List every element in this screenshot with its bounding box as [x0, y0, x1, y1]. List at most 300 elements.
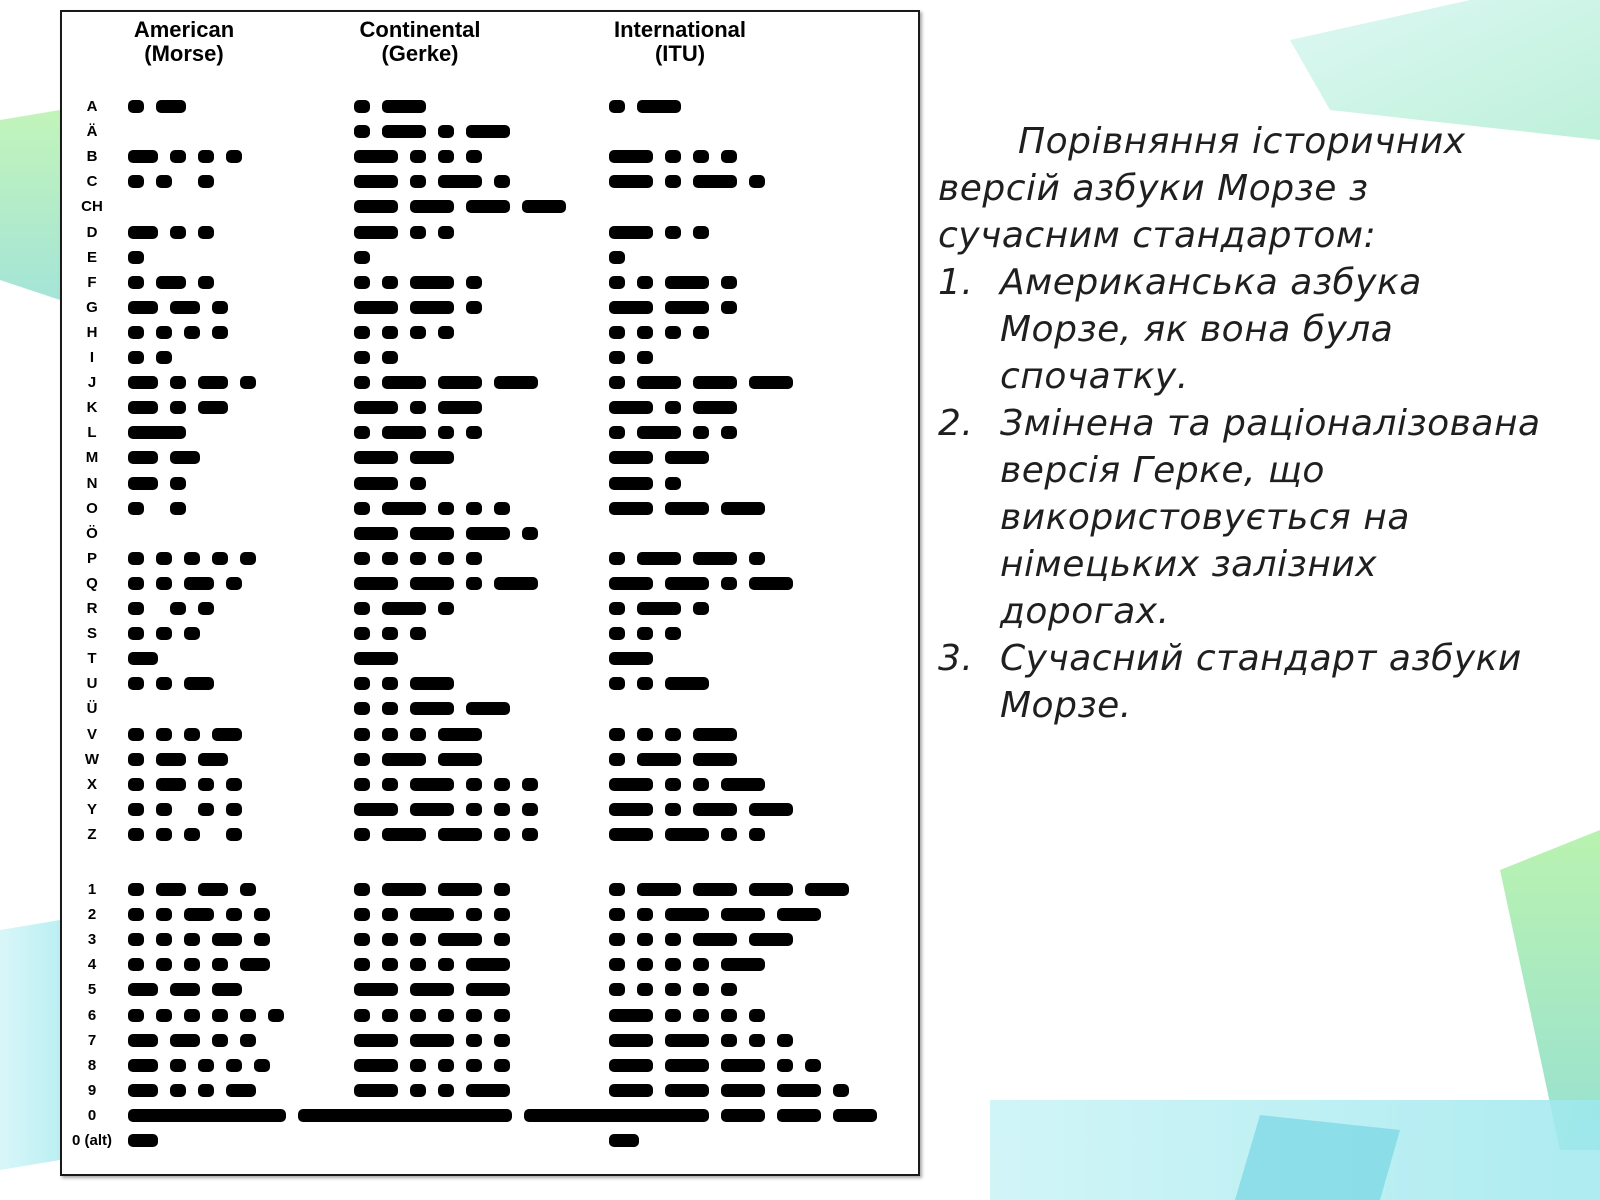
- dot-mark: [721, 426, 737, 439]
- column-header: [570, 18, 790, 66]
- dash-mark: [637, 100, 681, 113]
- dot-mark: [609, 677, 625, 690]
- deco-shape-left-bottom: [0, 920, 60, 1170]
- dash-mark: [609, 1084, 653, 1097]
- dash-mark: [410, 577, 454, 590]
- dot-mark: [665, 226, 681, 239]
- dot-mark: [410, 1009, 426, 1022]
- dot-mark: [410, 477, 426, 490]
- dot-mark: [254, 908, 270, 921]
- row-label: Y: [86, 800, 97, 818]
- dash-mark: [466, 958, 510, 971]
- dash-mark: [693, 803, 737, 816]
- dot-mark: [128, 627, 144, 640]
- dot-mark: [156, 803, 172, 816]
- dot-mark: [382, 958, 398, 971]
- list-item: [938, 259, 1558, 400]
- dash-mark: [609, 1109, 653, 1122]
- row-label: 6: [87, 1006, 97, 1024]
- dash-mark: [156, 778, 186, 791]
- row-label: Ä: [86, 123, 98, 141]
- dash-mark: [354, 527, 398, 540]
- dot-mark: [382, 1009, 398, 1022]
- row-label: V: [86, 725, 97, 743]
- dash-mark: [805, 883, 849, 896]
- dot-mark: [665, 150, 681, 163]
- row-label: L: [87, 424, 97, 442]
- dot-mark: [156, 175, 172, 188]
- dot-mark: [128, 728, 144, 741]
- row-label: 9: [87, 1081, 97, 1099]
- dot-mark: [226, 828, 242, 841]
- dot-mark: [382, 728, 398, 741]
- dash-mark: [382, 426, 426, 439]
- row-label: P: [86, 549, 97, 567]
- dot-mark: [693, 1009, 709, 1022]
- dash-mark: [410, 778, 454, 791]
- dot-mark: [665, 983, 681, 996]
- dash-mark: [637, 753, 681, 766]
- list-item-text: Змінена та раціоналізована версія Герке, що використовується на німецьких залізних дорогах.: [1000, 403, 1541, 632]
- dot-mark: [198, 1084, 214, 1097]
- dash-mark: [198, 753, 228, 766]
- dash-mark: [665, 908, 709, 921]
- dot-mark: [494, 175, 510, 188]
- dot-mark: [410, 326, 426, 339]
- dot-mark: [382, 908, 398, 921]
- dot-mark: [438, 502, 454, 515]
- dot-mark: [410, 933, 426, 946]
- dot-mark: [721, 1009, 737, 1022]
- dash-mark: [833, 1109, 877, 1122]
- dot-mark: [156, 627, 172, 640]
- dot-mark: [438, 326, 454, 339]
- dash-mark: [466, 1084, 510, 1097]
- dot-mark: [198, 602, 214, 615]
- dash-mark: [184, 908, 214, 921]
- dot-mark: [354, 883, 370, 896]
- dot-mark: [721, 276, 737, 289]
- dot-mark: [170, 150, 186, 163]
- dash-mark: [354, 477, 398, 490]
- dot-mark: [609, 100, 625, 113]
- row-label: M: [85, 449, 99, 467]
- dot-mark: [438, 1009, 454, 1022]
- dot-mark: [354, 376, 370, 389]
- dot-mark: [749, 175, 765, 188]
- dash-mark: [438, 376, 482, 389]
- dash-mark: [665, 502, 709, 515]
- dash-mark: [410, 276, 454, 289]
- intro-paragraph: Порівняння історичних версій азбуки Морзе з сучасним стандартом:: [938, 121, 1466, 256]
- dash-mark: [354, 301, 398, 314]
- dot-mark: [494, 1059, 510, 1072]
- dot-mark: [354, 728, 370, 741]
- dot-mark: [438, 226, 454, 239]
- dot-mark: [466, 426, 482, 439]
- dash-mark: [749, 376, 793, 389]
- dash-mark: [721, 1109, 765, 1122]
- dot-mark: [466, 276, 482, 289]
- dot-mark: [226, 150, 242, 163]
- dot-mark: [354, 326, 370, 339]
- dot-mark: [128, 175, 144, 188]
- dash-mark: [522, 200, 566, 213]
- dash-mark: [665, 1034, 709, 1047]
- row-label: H: [86, 323, 98, 341]
- dash-mark: [721, 502, 765, 515]
- dash-mark: [354, 200, 398, 213]
- dot-mark: [240, 552, 256, 565]
- dash-mark: [665, 828, 709, 841]
- dash-mark: [128, 426, 186, 439]
- row-label: R: [86, 600, 98, 617]
- row-label: O: [86, 499, 98, 517]
- dash-mark: [466, 983, 510, 996]
- dash-mark: [438, 753, 482, 766]
- dot-mark: [609, 983, 625, 996]
- dash-mark: [665, 276, 709, 289]
- dash-mark: [777, 908, 821, 921]
- dash-mark: [410, 1034, 454, 1047]
- dot-mark: [354, 552, 370, 565]
- dash-mark: [170, 1034, 200, 1047]
- dot-mark: [354, 125, 370, 138]
- dash-mark: [156, 100, 186, 113]
- dash-mark: [609, 1034, 653, 1047]
- list-item-text: Сучасний стандарт азбуки Морзе.: [1000, 638, 1522, 726]
- dot-mark: [637, 958, 653, 971]
- dot-mark: [609, 883, 625, 896]
- dot-mark: [637, 627, 653, 640]
- dot-mark: [354, 276, 370, 289]
- row-label: E: [86, 248, 97, 266]
- dash-mark: [609, 451, 653, 464]
- row-label: 2: [87, 906, 97, 924]
- dash-mark: [128, 1059, 158, 1072]
- row-label: W: [84, 750, 100, 768]
- dash-mark: [721, 778, 765, 791]
- row-label: 7: [87, 1031, 97, 1049]
- dot-mark: [438, 426, 454, 439]
- dash-mark: [128, 150, 158, 163]
- dot-mark: [466, 301, 482, 314]
- dash-mark: [170, 301, 200, 314]
- dash-mark: [665, 677, 709, 690]
- dot-mark: [637, 728, 653, 741]
- dash-mark: [382, 376, 426, 389]
- dot-mark: [438, 602, 454, 615]
- dot-mark: [382, 351, 398, 364]
- row-label: S: [86, 625, 97, 643]
- dot-mark: [721, 983, 737, 996]
- dash-mark: [665, 1109, 709, 1122]
- dot-mark: [354, 502, 370, 515]
- dot-mark: [693, 426, 709, 439]
- dash-mark: [128, 451, 158, 464]
- dot-mark: [254, 933, 270, 946]
- row-label: K: [86, 399, 98, 417]
- dot-mark: [128, 908, 144, 921]
- dash-mark: [609, 828, 653, 841]
- dash-mark: [128, 1134, 158, 1147]
- dot-mark: [240, 376, 256, 389]
- dot-mark: [609, 351, 625, 364]
- dot-mark: [410, 728, 426, 741]
- deco-shape-left-top: [0, 110, 60, 300]
- dot-mark: [777, 1059, 793, 1072]
- dot-mark: [198, 150, 214, 163]
- list-item-text: Американська азбука Морзе, як вона була спочатку.: [1000, 262, 1422, 397]
- dot-mark: [128, 602, 144, 615]
- dot-mark: [466, 778, 482, 791]
- dot-mark: [198, 276, 214, 289]
- dash-mark: [410, 702, 454, 715]
- row-label: D: [86, 223, 98, 241]
- dot-mark: [184, 1009, 200, 1022]
- dot-mark: [637, 983, 653, 996]
- dash-mark: [609, 477, 653, 490]
- dot-mark: [410, 150, 426, 163]
- dash-mark: [128, 652, 158, 665]
- dot-mark: [721, 1034, 737, 1047]
- dot-mark: [466, 552, 482, 565]
- dash-mark: [749, 577, 793, 590]
- dash-mark: [609, 226, 653, 239]
- dot-mark: [128, 803, 144, 816]
- dash-mark: [410, 803, 454, 816]
- dash-mark: [156, 753, 186, 766]
- dot-mark: [128, 351, 144, 364]
- dash-mark: [382, 125, 426, 138]
- row-label: 3: [87, 931, 97, 949]
- dot-mark: [665, 401, 681, 414]
- dot-mark: [637, 908, 653, 921]
- dash-mark: [777, 1109, 821, 1122]
- dash-mark: [184, 577, 214, 590]
- dot-mark: [382, 552, 398, 565]
- dot-mark: [522, 778, 538, 791]
- dot-mark: [128, 677, 144, 690]
- dot-mark: [494, 933, 510, 946]
- dot-mark: [184, 728, 200, 741]
- dash-mark: [170, 983, 200, 996]
- row-label: 0 (alt): [71, 1132, 112, 1149]
- dot-mark: [609, 933, 625, 946]
- dash-mark: [354, 226, 398, 239]
- dot-mark: [665, 477, 681, 490]
- dot-mark: [665, 326, 681, 339]
- dot-mark: [410, 958, 426, 971]
- dot-mark: [156, 1009, 172, 1022]
- dot-mark: [637, 351, 653, 364]
- dash-mark: [354, 577, 398, 590]
- dash-mark: [524, 1109, 682, 1122]
- dash-mark: [665, 301, 709, 314]
- dot-mark: [749, 1009, 765, 1022]
- dot-mark: [128, 933, 144, 946]
- dash-mark: [438, 728, 482, 741]
- dash-mark: [438, 175, 482, 188]
- dot-mark: [128, 326, 144, 339]
- dot-mark: [410, 175, 426, 188]
- dot-mark: [170, 401, 186, 414]
- dash-mark: [382, 883, 426, 896]
- dot-mark: [749, 828, 765, 841]
- column-title: International: [613, 17, 746, 42]
- dot-mark: [156, 577, 172, 590]
- dot-mark: [438, 958, 454, 971]
- dot-mark: [156, 728, 172, 741]
- dash-mark: [665, 577, 709, 590]
- dash-mark: [693, 753, 737, 766]
- column-header: [74, 18, 294, 66]
- dash-mark: [410, 301, 454, 314]
- dash-mark: [170, 451, 200, 464]
- dash-mark: [128, 477, 158, 490]
- dot-mark: [410, 627, 426, 640]
- dot-mark: [494, 1009, 510, 1022]
- dot-mark: [665, 778, 681, 791]
- row-label: G: [86, 298, 98, 316]
- row-label: Ü: [86, 700, 98, 718]
- dash-mark: [721, 908, 765, 921]
- dot-mark: [693, 150, 709, 163]
- dash-mark: [410, 451, 454, 464]
- dash-mark: [410, 527, 454, 540]
- dash-mark: [354, 1109, 512, 1122]
- dash-mark: [382, 602, 426, 615]
- dash-mark: [410, 677, 454, 690]
- dot-mark: [438, 1059, 454, 1072]
- dot-mark: [156, 828, 172, 841]
- row-label: 1: [87, 881, 97, 898]
- morse-comparison-table: [60, 10, 920, 1176]
- dot-mark: [128, 100, 144, 113]
- row-label: 8: [87, 1056, 97, 1074]
- dash-mark: [438, 883, 482, 896]
- dot-mark: [466, 908, 482, 921]
- dot-mark: [128, 828, 144, 841]
- dot-mark: [354, 702, 370, 715]
- row-label: CH: [81, 198, 103, 216]
- row-label: B: [86, 148, 98, 166]
- dash-mark: [693, 401, 737, 414]
- dot-mark: [609, 753, 625, 766]
- dash-mark: [128, 401, 158, 414]
- dash-mark: [749, 883, 793, 896]
- dash-mark: [128, 301, 158, 314]
- dot-mark: [410, 401, 426, 414]
- row-label: Z: [87, 825, 97, 843]
- dot-mark: [212, 1009, 228, 1022]
- list-item: [938, 635, 1558, 729]
- dot-mark: [128, 1009, 144, 1022]
- comparison-list: [938, 259, 1558, 729]
- dot-mark: [665, 728, 681, 741]
- dot-mark: [170, 477, 186, 490]
- dot-mark: [637, 276, 653, 289]
- dot-mark: [226, 778, 242, 791]
- dot-mark: [777, 1034, 793, 1047]
- dash-mark: [609, 401, 653, 414]
- list-item-number: 2.: [938, 403, 974, 444]
- dash-mark: [693, 728, 737, 741]
- dash-mark: [354, 175, 398, 188]
- dash-mark: [382, 100, 426, 113]
- dash-mark: [721, 958, 765, 971]
- dot-mark: [354, 602, 370, 615]
- dot-mark: [609, 602, 625, 615]
- row-label: 0: [87, 1106, 97, 1124]
- dot-mark: [354, 351, 370, 364]
- row-label: F: [87, 273, 97, 291]
- dash-mark: [466, 527, 510, 540]
- dash-mark: [410, 200, 454, 213]
- dash-mark: [198, 883, 228, 896]
- dot-mark: [609, 728, 625, 741]
- dash-mark: [128, 376, 158, 389]
- row-label: A: [86, 98, 98, 115]
- row-label: I: [89, 349, 95, 366]
- dash-mark: [637, 376, 681, 389]
- dot-mark: [184, 828, 200, 841]
- dash-mark: [609, 301, 653, 314]
- dash-mark: [665, 1084, 709, 1097]
- dot-mark: [184, 958, 200, 971]
- dot-mark: [354, 778, 370, 791]
- dash-mark: [637, 552, 681, 565]
- dash-mark: [494, 577, 538, 590]
- dot-mark: [466, 1059, 482, 1072]
- dot-mark: [637, 677, 653, 690]
- dot-mark: [749, 1034, 765, 1047]
- dot-mark: [665, 1009, 681, 1022]
- column-title: Continental: [359, 17, 481, 42]
- dash-mark: [438, 933, 482, 946]
- row-label: Q: [86, 574, 98, 592]
- dash-mark: [609, 1059, 653, 1072]
- dash-mark: [212, 933, 242, 946]
- dot-mark: [170, 376, 186, 389]
- dot-mark: [721, 828, 737, 841]
- dash-mark: [438, 828, 482, 841]
- dash-mark: [354, 451, 398, 464]
- dash-mark: [665, 451, 709, 464]
- dot-mark: [609, 552, 625, 565]
- dot-mark: [494, 778, 510, 791]
- dash-mark: [212, 983, 242, 996]
- dash-mark: [354, 1034, 398, 1047]
- dash-mark: [637, 602, 681, 615]
- dot-mark: [184, 326, 200, 339]
- column-title: American: [133, 17, 235, 42]
- dot-mark: [494, 1034, 510, 1047]
- dot-mark: [128, 502, 144, 515]
- deco-shape-bottom-right: [1235, 1115, 1400, 1200]
- dash-mark: [749, 803, 793, 816]
- list-item: [938, 400, 1558, 635]
- dot-mark: [721, 577, 737, 590]
- dot-mark: [212, 552, 228, 565]
- dash-mark: [198, 376, 228, 389]
- dot-mark: [354, 828, 370, 841]
- dot-mark: [212, 958, 228, 971]
- dot-mark: [354, 933, 370, 946]
- dot-mark: [354, 627, 370, 640]
- dash-mark: [637, 883, 681, 896]
- dot-mark: [665, 175, 681, 188]
